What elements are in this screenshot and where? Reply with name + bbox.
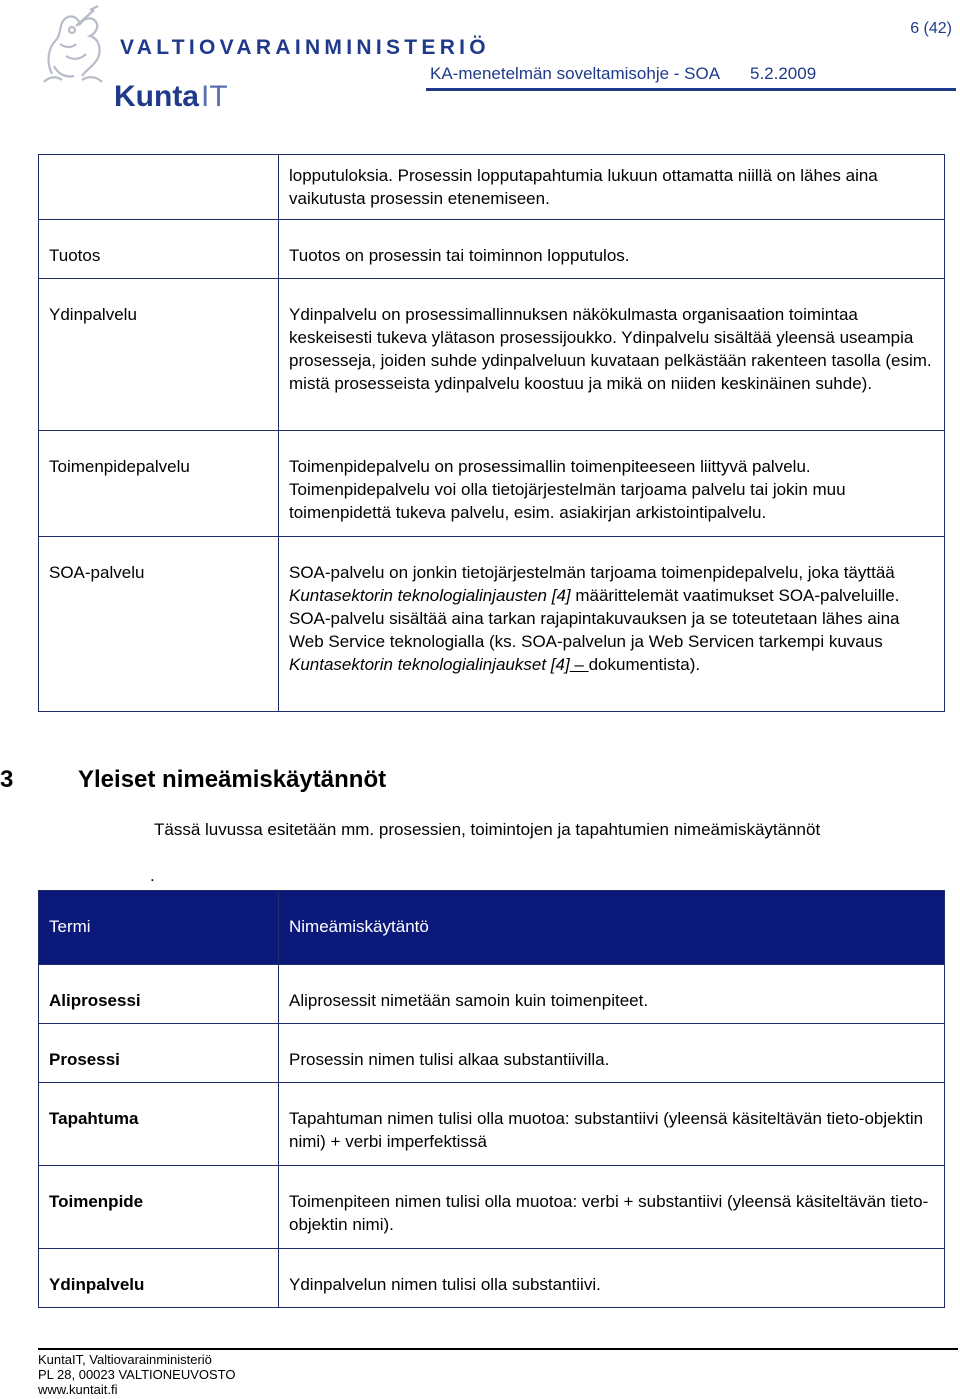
- description-cell: Toimenpiteen nimen tulisi olla muotoa: verbi + substantiivi (yleensä käsiteltävän tieto-objektin nimi).: [279, 1166, 945, 1249]
- table-row: [39, 537, 945, 712]
- table-row: [39, 431, 945, 537]
- brand-main: Kunta: [114, 80, 199, 113]
- description-cell: Tuotos on prosessin tai toiminnon lopputulos.: [279, 220, 945, 279]
- table-row: [39, 155, 945, 220]
- footer-address: PL 28, 00023 VALTIONEUVOSTO: [38, 1367, 236, 1382]
- ministry-name: VALTIOVARAINMINISTERIÖ: [120, 36, 490, 59]
- term-cell: SOA-palvelu: [39, 537, 279, 712]
- document-date: 5.2.2009: [750, 64, 817, 83]
- desc-dash: –: [569, 655, 589, 674]
- desc-text: määrittelemät vaatimukset SOA-palveluille. SOA-palvelu sisältää aina tarkan rajapintakuvauksen ja se toteutetaan lähes aina Web Service teknologialla (ks. SOA-palvelun ja Web Servicen tarkempi kuvaus: [289, 586, 900, 651]
- desc-reference: Kuntasektorin teknologialinjaukset [4]: [289, 655, 570, 674]
- section-intro: Tässä luvussa esitetään mm. prosessien, toimintojen ja tapahtumien nimeämiskäytännöt: [154, 820, 821, 839]
- section-title: Yleiset nimeämiskäytännöt: [78, 766, 387, 793]
- table-header-row: [39, 891, 945, 965]
- description-cell: Tapahtuman nimen tulisi olla muotoa: substantiivi (yleensä käsiteltävän tieto-objektin nimi) + verbi imperfektissä: [279, 1083, 945, 1166]
- table-row: [39, 1166, 945, 1249]
- description-cell: Ydinpalvelun nimen tulisi olla substantiivi.: [279, 1249, 945, 1308]
- document-title: KA-menetelmän soveltamisohje - SOA: [430, 64, 721, 83]
- definitions-table: [38, 154, 945, 712]
- term-cell: Toimenpidepalvelu: [39, 431, 279, 537]
- footer-rule: [38, 1348, 958, 1350]
- footer: [38, 1352, 236, 1397]
- term-cell: Ydinpalvelu: [39, 279, 279, 431]
- term-cell: Tuotos: [39, 220, 279, 279]
- description-cell: lopputuloksia. Prosessin lopputapahtumia lukuun ottamatta niillä on lähes aina vaikutusta prosessin etenemiseen.: [279, 155, 945, 220]
- term-cell: Aliprosessi: [39, 965, 279, 1024]
- table-row: [39, 1083, 945, 1166]
- table-row: [39, 1024, 945, 1083]
- term-cell: Tapahtuma: [39, 1083, 279, 1166]
- lion-coat-of-arms-logo: [36, 4, 114, 84]
- description-cell: [279, 537, 945, 712]
- footer-organization: KuntaIT, Valtiovarainministeriö: [38, 1352, 212, 1367]
- header-rule: [426, 88, 956, 91]
- table-row: [39, 965, 945, 1024]
- naming-conventions-table: [38, 890, 945, 1308]
- description-cell: Toimenpidepalvelu on prosessimallin toimenpiteeseen liittyvä palvelu. Toimenpidepalvelu voi olla tietojärjestelmän tarjoama palvelu tai jokin muu toimenpidettä tukeva palvelu, esim. asiakirjan arkistointipalvelu.: [279, 431, 945, 537]
- section-number: 3: [0, 766, 14, 793]
- term-cell: Toimenpide: [39, 1166, 279, 1249]
- table-row: [39, 220, 945, 279]
- term-cell: Ydinpalvelu: [39, 1249, 279, 1308]
- description-cell: Aliprosessit nimetään samoin kuin toimenpiteet.: [279, 965, 945, 1024]
- desc-text: dokumentista).: [588, 655, 701, 674]
- table-row: [39, 279, 945, 431]
- description-cell: Ydinpalvelu on prosessimallinnuksen näkökulmasta organisaation toimintaa keskeisesti tukeva ylätason prosessijoukko. Ydinpalvelu sisältää yleensä useampia prosesseja, joiden suhde ydinpalveluun kuvataan pelkästään rakenteen tasolla (esim. mistä prosesseista ydinpalvelu koostuu ja mikä on niiden keskinäinen suhde).: [279, 279, 945, 431]
- brand-logo-text: [114, 80, 228, 114]
- desc-reference: Kuntasektorin teknologialinjausten [4]: [289, 586, 571, 605]
- term-cell: Prosessi: [39, 1024, 279, 1083]
- footer-website-link[interactable]: www.kuntait.fi: [38, 1382, 118, 1397]
- column-header-practice: Nimeämiskäytäntö: [279, 891, 945, 965]
- term-cell: [39, 155, 279, 220]
- table-row: [39, 1249, 945, 1308]
- brand-it: IT: [201, 80, 228, 113]
- description-cell: Prosessin nimen tulisi alkaa substantiivilla.: [279, 1024, 945, 1083]
- desc-text: SOA-palvelu on jonkin tietojärjestelmän tarjoama toimenpidepalvelu, joka täyttää: [289, 563, 895, 582]
- stray-period: .: [150, 866, 155, 885]
- column-header-term: Termi: [39, 891, 279, 965]
- page-number: 6 (42): [910, 20, 952, 37]
